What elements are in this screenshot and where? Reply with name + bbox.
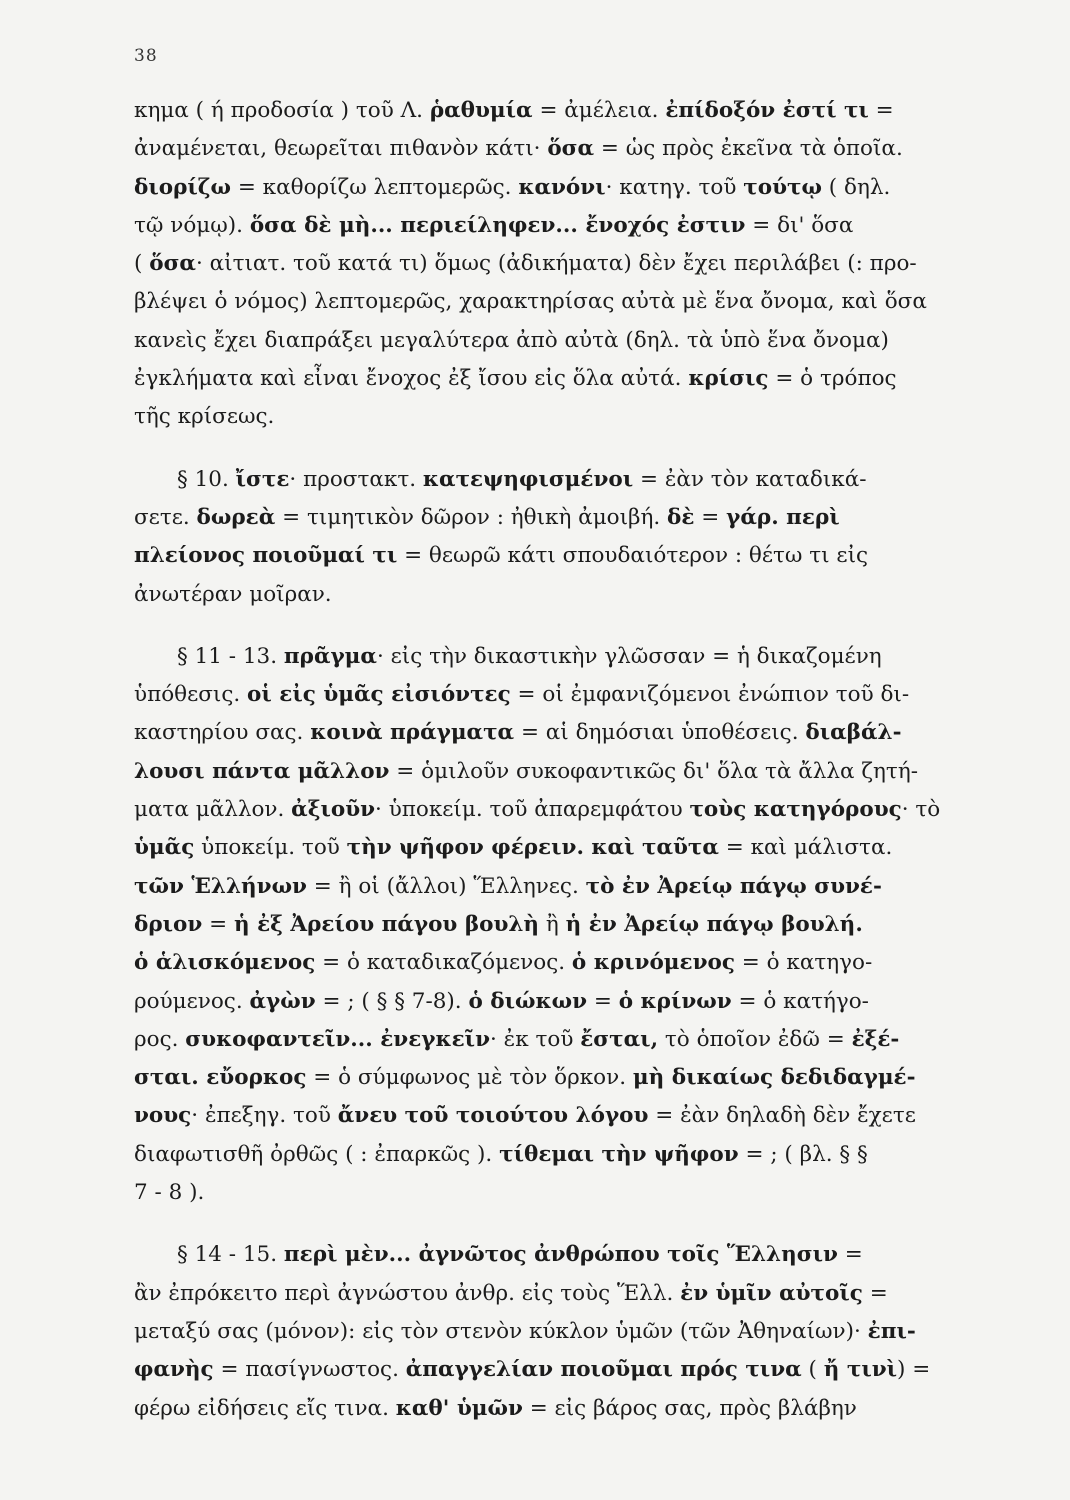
text-line [134,130,1004,168]
gloss-text: ὑπόθεσις. [134,682,248,708]
text-line [134,1136,1004,1174]
lemma-term: κρίσις [688,366,769,392]
gloss-text: ἂν ἐπρόκειτο περὶ ἀγνώστου ἀνθρ. εἰς τοὺς Ἕλλ. [134,1280,681,1306]
gloss-text: = ὁ σύμφωνος μὲ τὸν ὅρκον. [306,1065,633,1091]
gloss-text: = καὶ μάλιστα. [718,835,893,861]
gloss-text: = ; ( βλ. § § [738,1141,868,1167]
lemma-term: ἀγὼν [249,988,316,1014]
gloss-text: · ἐπεξηγ. τοῦ [191,1103,338,1129]
lemma-term: ἔσται, [580,1026,659,1052]
lemma-term: ῥαθυμία [429,98,533,123]
text-line [134,829,1004,867]
paragraph-gap [134,437,1004,461]
text-line [134,753,1004,791]
lemma-term: φανὴς [134,1357,214,1383]
gloss-text: 7 - 8 ). [134,1180,205,1206]
lemma-term: τοὺς κατηγόρους [689,797,902,823]
lemma-term: ὅσα [149,251,196,277]
lemma-term: ἀξιοῦν [291,797,376,823]
lemma-term: ἐπι- [867,1318,916,1344]
gloss-text: κημα ( ή προδοσία ) τοῦ Λ. [134,98,430,123]
text-line [134,868,1004,906]
gloss-text: = ἢ οἱ (ἄλλοι) Ἕλληνες. [306,873,586,899]
text-line [134,1351,1004,1389]
lemma-term: διαβάλ- [805,720,902,746]
lemma-term: γάρ. περὶ [726,504,840,530]
gloss-text: = [837,1242,863,1268]
lemma-term: πρᾶγμα [283,643,377,669]
gloss-text: = ὁ τρόπος [768,366,897,392]
gloss-text: κανεὶς ἔχει διαπράξει μεγαλύτερα ἀπὸ αὐτὰ (δηλ. τὰ ὑπὸ ἕνα ὄνομα) [134,327,889,353]
lemma-term: διορίζω [134,174,231,200]
lemma-term: καθ' ὑμῶν [395,1395,523,1421]
text-line [134,92,1004,130]
gloss-text: = [202,911,234,937]
lemma-term: δὲ [667,504,695,530]
text-line [134,360,1004,398]
gloss-text: = [694,504,727,530]
lemma-term: δριον [134,911,203,937]
gloss-text: σετε. [134,504,197,530]
gloss-text: · ὑποκείμ. τοῦ ἀπαρεμφάτου [375,797,690,823]
lemma-term: τὸ ἐν Ἀρείῳ πάγῳ συνέ- [585,873,882,899]
gloss-text: ματα μᾶλλον. [134,797,292,823]
gloss-text: = ὁ καταδικαζόμενος. [315,950,572,976]
lemma-term: ὑμᾶς [134,835,195,861]
lemma-term: τίθεμαι τὴν ψῆφον [499,1141,739,1167]
gloss-text: ἀνωτέραν μοῖραν. [134,581,332,607]
gloss-text: μεταξύ σας (μόνον): εἰς τὸν στενὸν κύκλον ὑμῶν (τῶν Ἀθηναίων)· [134,1318,868,1344]
gloss-text: ) = [897,1357,931,1383]
gloss-text: · εἰς τὴν δικαστικὴν γλῶσσαν = ἡ δικαζομένη [376,643,882,669]
gloss-text: = ἐὰν δηλαδὴ δὲν ἔχετε [648,1103,916,1129]
lemma-term: ἐξέ- [851,1026,900,1052]
gloss-text: = [868,98,894,123]
gloss-text: = θεωρῶ κάτι σπουδαιότερον : θέτω τι εἰς [397,543,869,569]
lemma-term: σται. εὔορκος [134,1065,307,1091]
gloss-text: = ὁ κατηγο- [734,950,873,976]
lemma-term: κατεψηφισμένοι [422,466,634,492]
text-line [134,1174,1004,1212]
text-line [134,576,1004,614]
gloss-text: = [862,1280,888,1306]
gloss-text: = [587,988,619,1014]
lemma-term: ὁ κρίνων [618,988,732,1014]
gloss-text: · προστακτ. [289,466,423,492]
text-line [134,322,1004,360]
text-line [134,461,1004,499]
lemma-term: ἐπίδοξόν ἐστί τι [665,98,869,123]
text-line [134,983,1004,1021]
lemma-term: λουσι πάντα μᾶλλον [134,758,390,784]
lemma-term: περὶ μὲν... ἀγνῶτος ἀνθρώπου τοῖς Ἕλλησιν [283,1242,838,1268]
text-line [134,398,1004,436]
lemma-term: δωρεὰ [196,504,276,530]
lemma-term: ὁ διώκων [468,988,588,1014]
gloss-text: ἀναμένεται, θεωρεῖται πιθανὸν κάτι· [134,136,548,162]
gloss-text: § 11 - 13. [134,643,284,669]
lemma-term: ἡ ἐν Ἀρείῳ πάγῳ βουλή. [565,911,863,937]
gloss-text: = ὡς πρὸς ἐκεῖνα τὰ ὁποῖα. [594,136,903,162]
lemma-term: κανόνι [518,174,606,200]
text-line [134,499,1004,537]
gloss-text: ( δηλ. [821,174,891,200]
gloss-text: · τὸ [901,797,941,823]
text-line [134,791,1004,829]
gloss-text: = ἀμέλεια. [532,98,666,123]
gloss-text: = οἱ ἐμφανιζόμενοι ἐνώπιον τοῦ δι- [510,682,910,708]
gloss-text: = τιμητικὸν δῶρον : ἠθικὴ ἀμοιβή. [275,504,668,530]
text-line [134,245,1004,283]
paragraph-gap [134,614,1004,638]
gloss-text: § 14 - 15. [134,1242,284,1268]
lemma-term: ἴστε [235,466,290,492]
lemma-term: ὅσα [547,136,595,162]
gloss-text: βλέψει ὁ νόμος) λεπτομερῶς, χαρακτηρίσας αὐτὰ μὲ ἕνα ὄνομα, καὶ ὅσα [134,289,927,315]
lemma-term: ἀπαγγελίαν ποιοῦμαι πρός τινα [405,1357,802,1383]
text-line [134,638,1004,676]
text-line [134,1097,1004,1135]
gloss-text: διαφωτισθῆ ὀρθῶς ( : ἐπαρκῶς ). [134,1141,500,1167]
lemma-term: κοινὰ πράγματα [310,720,515,746]
lemma-term: τῶν Ἑλλήνων [134,873,307,899]
text-line [134,1390,1004,1428]
gloss-text: = πασίγνωστος. [213,1357,406,1383]
text-line [134,676,1004,714]
gloss-text: = δι' ὅσα [745,212,854,238]
gloss-text: ὑποκείμ. τοῦ [194,835,347,861]
gloss-text: = ὁμιλοῦν συκοφαντικῶς δι' ὅλα τὰ ἄλλα ζητή- [389,758,918,784]
gloss-text: = ; ( § § 7-8). [315,988,469,1014]
gloss-text: ἢ [539,911,566,937]
text-line [134,906,1004,944]
text-line [134,207,1004,245]
lemma-term: τὴν ψῆφον φέρειν. καὶ ταῦτα [346,835,719,861]
gloss-text: = ὁ κατήγο- [731,988,869,1014]
gloss-text: = αἱ δημόσιαι ὑποθέσεις. [514,720,806,746]
paragraph-gap [134,1212,1004,1236]
gloss-text: ἐγκλήματα καὶ εἶναι ἔνοχος ἐξ ἴσου εἰς ὅλα αὐτά. [134,366,689,392]
gloss-text: τῆς κρίσεως. [134,404,275,430]
lemma-term: ἤ τινὶ [823,1357,898,1383]
lemma-term: ἐν ὑμῖν αὐτοῖς [680,1280,863,1306]
lemma-term: ὁ κρινόμενος [571,950,735,976]
text-line [134,169,1004,207]
gloss-text: = καθορίζω λεπτομερῶς. [231,174,519,200]
gloss-text: φέρω εἰδήσεις εἴς τινα. [134,1395,396,1421]
lemma-term: πλείονος ποιοῦμαί τι [134,543,398,569]
gloss-text: ( [134,251,150,277]
commentary-text [134,92,1004,1428]
gloss-text: ρος. [134,1026,186,1052]
text-line [134,1236,1004,1274]
text-line [134,283,1004,321]
text-line [134,537,1004,575]
gloss-text: · αἰτιατ. τοῦ κατά τι) ὅμως (ἀδικήματα) δὲν ἔχει περιλάβει (: προ- [195,251,917,277]
text-line [134,1275,1004,1313]
text-line [134,1021,1004,1059]
text-line [134,1059,1004,1097]
gloss-text: ( [801,1357,824,1383]
gloss-text: ρούμενος. [134,988,250,1014]
text-line [134,944,1004,982]
gloss-text: τὸ ὁποῖον ἐδῶ = [658,1026,852,1052]
lemma-term: ἄνευ τοῦ τοιούτου λόγου [337,1103,649,1129]
gloss-text: καστηρίου σας. [134,720,311,746]
text-line [134,1313,1004,1351]
gloss-text: · ἐκ τοῦ [490,1026,581,1052]
gloss-text: = ἐὰν τὸν καταδικά- [633,466,867,492]
page-number: 38 [134,46,158,66]
lemma-term: ὁ ἁλισκόμενος [134,950,316,976]
gloss-text: = εἰς βάρος σας, πρὸς βλάβην [522,1395,857,1421]
lemma-term: τούτῳ [743,174,822,200]
lemma-term: ἡ ἐξ Ἀρείου πάγου βουλὴ [234,911,540,937]
lemma-term: νους [134,1103,192,1129]
lemma-term: ὅσα δὲ μὴ... περιείληφεν... ἔνοχός ἐστιν [249,212,746,238]
gloss-text: τῷ νόμῳ). [134,212,250,238]
lemma-term: οἱ εἰς ὑμᾶς εἰσιόντες [247,682,511,708]
text-line [134,714,1004,752]
lemma-term: συκοφαντεῖν... ἐνεγκεῖν [185,1026,490,1052]
gloss-text: § 10. [134,466,236,492]
gloss-text: · κατηγ. τοῦ [605,174,744,200]
lemma-term: μὴ δικαίως δεδιδαγμέ- [632,1065,916,1091]
